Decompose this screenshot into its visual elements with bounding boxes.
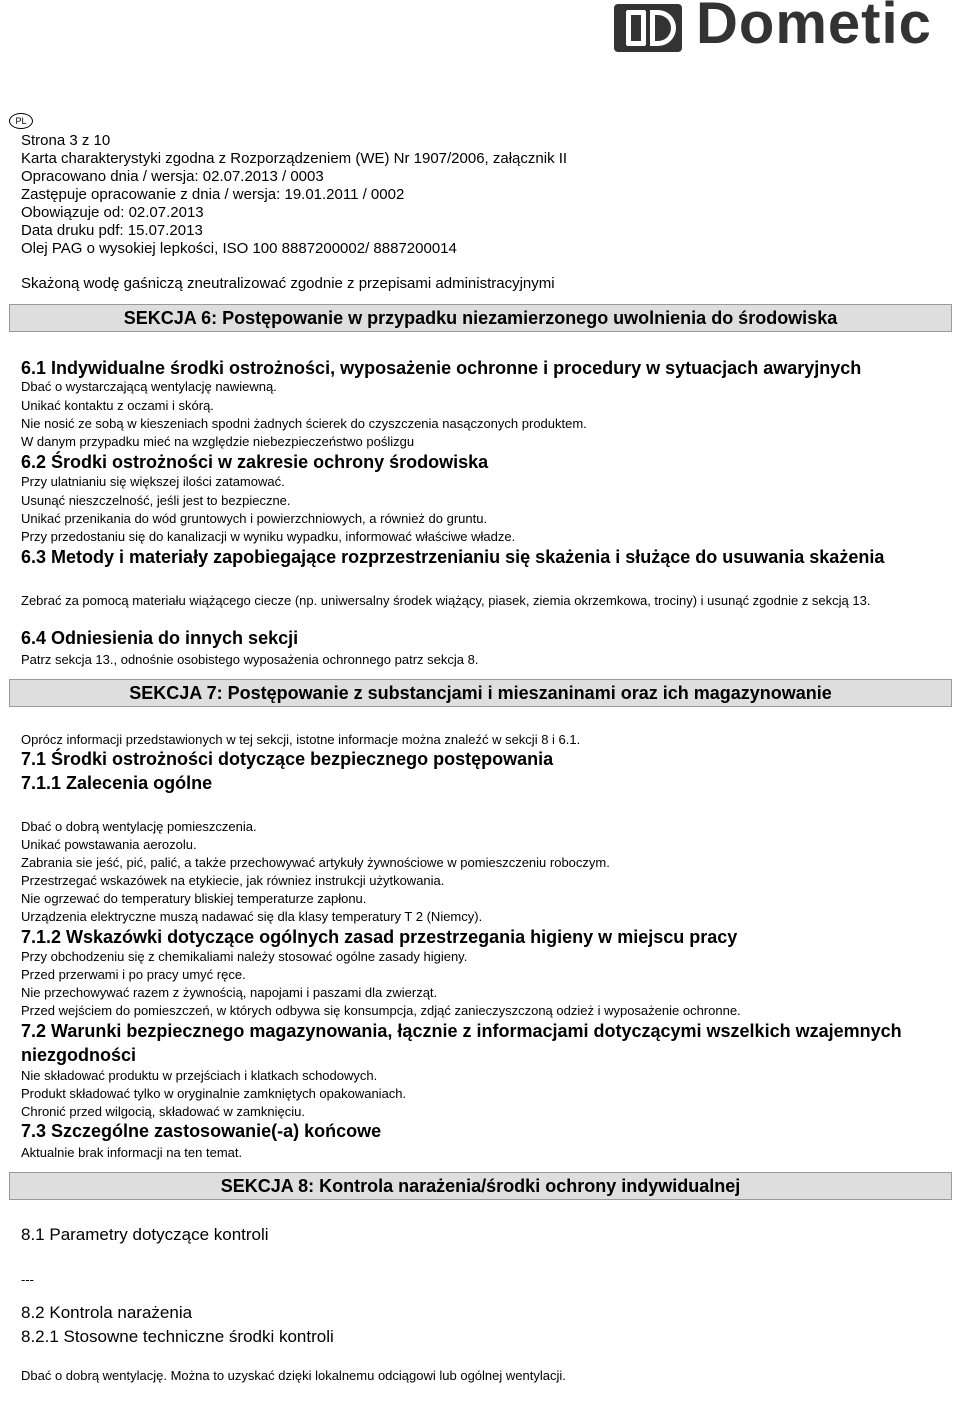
header-line: Data druku pdf: 15.07.2013 (21, 222, 203, 239)
dometic-emblem-icon (612, 2, 684, 54)
header-line: Karta charakterystyki zgodna z Rozporządzeniem (WE) Nr 1907/2006, załącznik II (21, 150, 568, 167)
paragraph-line: Dbać o wystarczającą wentylację nawiewną. (21, 379, 277, 394)
heading-7-1-1: 7.1.1 Zalecenia ogólne (21, 773, 213, 793)
section-7-title: SEKCJA 7: Postępowanie z substancjami i mieszaninami oraz ich magazynowanie (9, 679, 952, 707)
paragraph-line: Urządzenia elektryczne muszą nadawać się dla klasy temperatury T 2 (Niemcy). (21, 909, 483, 924)
paragraph-line: Przestrzegać wskazówek na etykiecie, jak równiez instrukcji użytkowania. (21, 873, 445, 888)
paragraph-line: Przed wejściem do pomieszczeń, w których odbywa się konsumpcja, zdjąć zanieczyszczoną odzież i wyposażenie ochronne. (21, 1003, 741, 1018)
heading-7-1: 7.1 Środki ostrożności dotyczące bezpiecznego postępowania (21, 749, 554, 769)
paragraph-line: Przy przedostaniu się do kanalizacji w wyniku wypadku, informować właściwe władze. (21, 529, 516, 544)
paragraph-line: Dbać o dobrą wentylację. Można to uzyskać dzięki lokalnemu odciągowi lub ogólnej wentylacji. (21, 1368, 566, 1383)
paragraph-line: Unikać powstawania aerozolu. (21, 837, 197, 852)
paragraph-line: Produkt składować tylko w oryginalnie zamkniętych opakowaniach. (21, 1086, 407, 1101)
dometic-logo (612, 0, 960, 56)
paragraph-line: Patrz sekcja 13., odnośnie osobistego wyposażenia ochronnego patrz sekcja 8. (21, 652, 479, 667)
paragraph-line: Oprócz informacji przedstawionych w tej sekcji, istotne informacje można znaleźć w sekcji 8 i 6.1. (21, 732, 581, 747)
paragraph-line: Przed przerwami i po pracy umyć ręce. (21, 967, 246, 982)
heading-8-2-1: 8.2.1 Stosowne techniczne środki kontroli (21, 1327, 334, 1346)
heading-6-4: 6.4 Odniesienia do innych sekcji (21, 628, 299, 648)
placeholder-dash: --- (21, 1272, 34, 1287)
paragraph-line: Nie nosić ze sobą w kieszeniach spodni żadnych ścierek do czyszczenia nasączonych produktem. (21, 416, 587, 431)
heading-8-2: 8.2 Kontrola narażenia (21, 1303, 193, 1322)
intro-text: Skażoną wodę gaśniczą zneutralizować zgodnie z przepisami administracyjnymi (21, 275, 555, 292)
paragraph-line: W danym przypadku mieć na względzie niebezpieczeństwo poślizgu (21, 434, 415, 449)
paragraph-line: Przy obchodzeniu się z chemikaliami należy stosować ogólne zasady higieny. (21, 949, 468, 964)
heading-6-1: 6.1 Indywidualne środki ostrożności, wyposażenie ochronne i procedury w sytuacjach awaryjnych (21, 358, 862, 378)
paragraph-line: Przy ulatnianiu się większej ilości zatamować. (21, 474, 285, 489)
logo-text: Dometic (696, 0, 932, 56)
header-line: Zastępuje opracowanie z dnia / wersja: 19.01.2011 / 0002 (21, 186, 405, 203)
heading-8-1: 8.1 Parametry dotyczące kontroli (21, 1225, 269, 1244)
heading-7-1-2: 7.1.2 Wskazówki dotyczące ogólnych zasad przestrzegania higieny w miejscu pracy (21, 927, 738, 947)
header-line: Obowiązuje od: 02.07.2013 (21, 204, 204, 221)
language-badge: PL (9, 113, 33, 129)
paragraph-line: Usunąć nieszczelność, jeśli jest to bezpieczne. (21, 493, 291, 508)
section-8-title: SEKCJA 8: Kontrola narażenia/środki ochrony indywidualnej (9, 1172, 952, 1200)
paragraph: Zebrać za pomocą materiału wiążącego ciecze (np. uniwersalny środek wiążący, piasek, ziemia okrzemkowa, trociny) i usunąć zgodnie z sekcją 13. (21, 593, 871, 608)
heading-6-3: 6.3 Metody i materiały zapobiegające rozprzestrzenianiu się skażenia i służące do usuwania skażenia (21, 547, 885, 567)
page-number: Strona 3 z 10 (21, 132, 111, 149)
heading-7-2: 7.2 Warunki bezpiecznego magazynowania, łącznie z informacjami dotyczącymi wszelkich wzajemnych niezgodności (21, 1021, 902, 1065)
paragraph-line: Nie ogrzewać do temperatury bliskiej temperaturze zapłonu. (21, 891, 367, 906)
paragraph-line: Aktualnie brak informacji na ten temat. (21, 1145, 243, 1160)
paragraph-line: Unikać przenikania do wód gruntowych i powierzchniowych, a również do gruntu. (21, 511, 488, 526)
section-6-title: SEKCJA 6: Postępowanie w przypadku niezamierzonego uwolnienia do środowiska (9, 304, 952, 332)
paragraph-line: Zabrania sie jeść, pić, palić, a także przechowywać artykuły żywnościowe w pomieszczeniu roboczym. (21, 855, 610, 870)
heading-7-3: 7.3 Szczególne zastosowanie(-a) końcowe (21, 1121, 382, 1141)
paragraph-line: Nie składować produktu w przejściach i klatkach schodowych. (21, 1068, 378, 1083)
heading-6-2: 6.2 Środki ostrożności w zakresie ochrony środowiska (21, 452, 489, 472)
header-line: Opracowano dnia / wersja: 02.07.2013 / 0003 (21, 168, 324, 185)
paragraph-line: Nie przechowywać razem z żywnością, napojami i paszami dla zwierząt. (21, 985, 438, 1000)
paragraph-line: Unikać kontaktu z oczami i skórą. (21, 398, 214, 413)
header-line: Olej PAG o wysokiej lepkości, ISO 100 8887200002/ 8887200014 (21, 240, 457, 257)
paragraph-line: Dbać o dobrą wentylację pomieszczenia. (21, 819, 257, 834)
paragraph-line: Chronić przed wilgocią, składować w zamknięciu. (21, 1104, 305, 1119)
